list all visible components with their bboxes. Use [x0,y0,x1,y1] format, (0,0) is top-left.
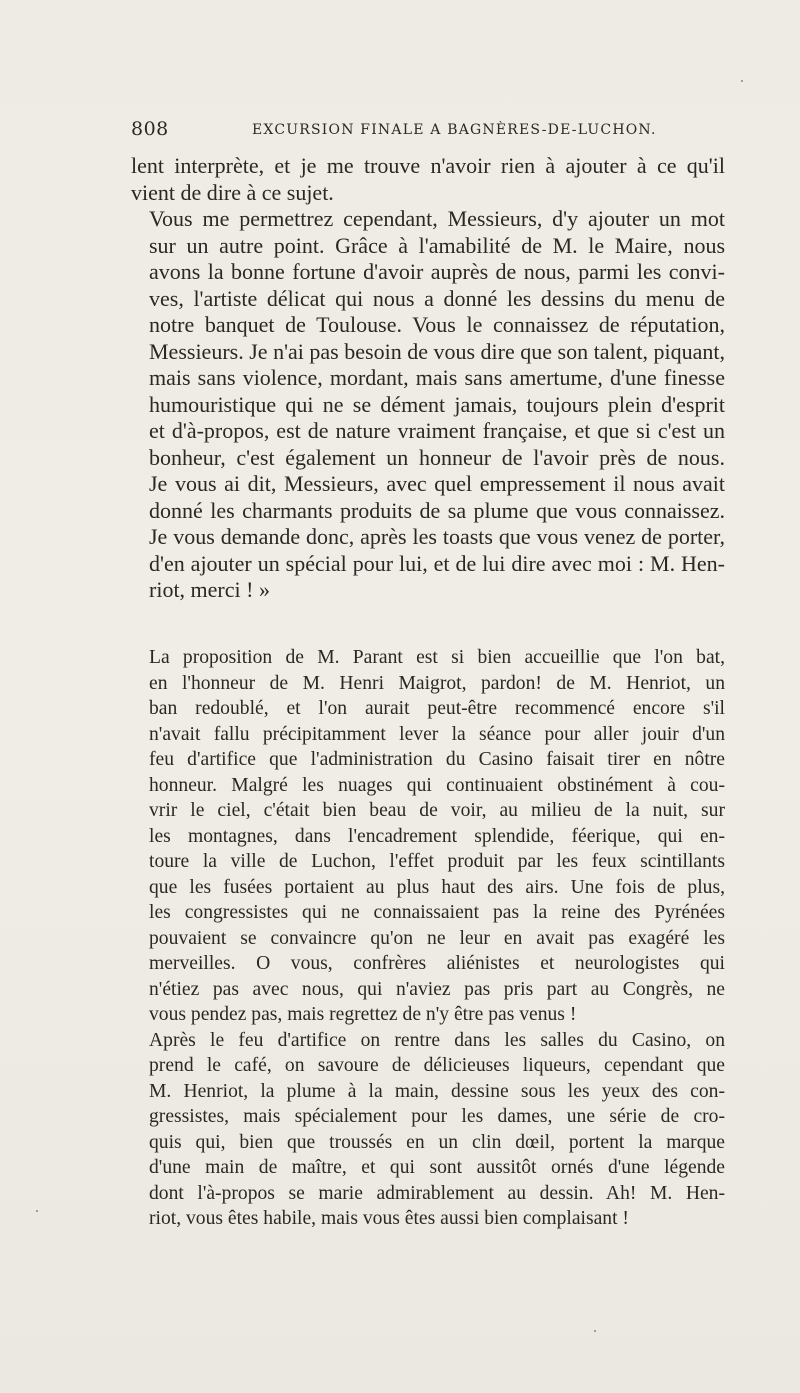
text-line: les congressistes qui ne connaissaient pas la reine des Pyrénées [149,902,725,923]
text-line: prend le café, on savoure de délicieuses liqueurs, cependant que [149,1055,725,1076]
text-line: Je vous demande donc, après les toasts que vous venez de porter, [149,524,725,549]
text-line: vient de dire à ce sujet. [131,179,334,205]
paragraph [131,1028,725,1232]
text-line: n'avait fallu précipitamment lever la séance pour aller jouir d'un [149,723,725,745]
text-line: vrir le ciel, c'était bien beau de voir, au milieu de la nuit, sur [149,800,725,821]
text-line: Messieurs. Je n'ai pas besoin de vous dire que son talent, piquant, [149,338,725,364]
text-line: bonheur, c'est également un honneur de l'avoir près de nous. [149,444,725,470]
text-line: honneur. Malgré les nuages qui continuaient obstinément à cou- [149,774,725,796]
text-line: lent interprète, et je me trouve n'avoir rien à ajouter à ce qu'il [131,153,725,178]
page-number: 808 [131,118,169,140]
text-line: d'en ajouter un spécial pour lui, et de lui dire avec moi : M. Hen- [149,550,725,576]
text-line: toure la ville de Luchon, l'effet produit par les feux scintillants [149,851,725,872]
text-line: et d'à-propos, est de nature vraiment française, et que si c'est un [149,418,725,443]
text-line: pouvaient se convaincre qu'on ne leur en avait pas exagéré les [149,927,725,949]
paragraph [131,645,725,1028]
text-line: humouristique qui ne se dément jamais, toujours plein d'esprit [149,391,725,417]
paper-speck [36,1210,38,1212]
text-line: en l'honneur de M. Henri Maigrot, pardon! de M. Henriot, un [149,672,725,694]
text-line: Je vous ai dit, Messieurs, avec quel empressement il nous avait [149,471,725,496]
text-line: La proposition de M. Parant est si bien accueillie que l'on bat, [149,647,725,668]
text-line: feu d'artifice que l'administration du Casino faisait tirer en nôtre [149,749,725,770]
text-line: dont l'à-propos se marie admirablement au dessin. Ah! M. Hen- [149,1182,725,1204]
text-line: donné les charmants produits de sa plume que vous connaissez. [149,497,725,523]
text-line: ves, l'artiste délicat qui nous a donné les dessins du menu de [149,285,725,311]
text-line: Après le feu d'artifice on rentre dans les salles du Casino, on [149,1029,725,1051]
upper-text-block [131,153,725,604]
running-header [131,118,725,146]
text-line: gressistes, mais spécialement pour les dames, une série de cro- [149,1106,725,1127]
text-line: quis qui, bien que troussés en un clin dœil, portent la marque [149,1131,725,1153]
text-line: merveilles. O vous, confrères aliénistes et neurologistes qui [149,953,725,974]
text-line: n'étiez pas avec nous, qui n'aviez pas pris part au Congrès, ne [149,978,725,1000]
text-line: Vous me permettrez cependant, Messieurs, d'y ajouter un mot [149,206,725,231]
text-line: que les fusées portaient au plus haut des airs. Une fois de plus, [149,876,725,898]
paper-speck [741,80,743,82]
text-line: riot, merci ! » [149,577,270,602]
lower-text-block [131,645,725,1232]
text-line: riot, vous êtes habile, mais vous êtes aussi bien complaisant ! [149,1208,629,1229]
text-line: ban redoublé, et l'on aurait peut-être recommencé encore s'il [149,698,725,719]
text-line: les montagnes, dans l'encadrement splendide, féerique, qui en- [149,825,725,847]
paper-speck [594,1330,596,1332]
text-line: vous pendez pas, mais regrettez de n'y être pas venus ! [149,1004,577,1025]
paragraph [131,153,725,206]
paragraph [131,206,725,604]
text-line: d'une main de maître, et qui sont aussitôt ornés d'une légende [149,1157,725,1178]
text-line: mais sans violence, mordant, mais sans amertume, d'une finesse [149,365,725,390]
text-line: notre banquet de Toulouse. Vous le connaissez de réputation, [149,312,725,337]
running-title: EXCURSION FINALE A BAGNÈRES-DE-LUCHON. [252,122,657,138]
text-line: M. Henriot, la plume à la main, dessine sous les yeux des con- [149,1080,725,1102]
text-line: sur un autre point. Grâce à l'amabilité de M. le Maire, nous [149,232,725,258]
text-line: avons la bonne fortune d'avoir auprès de nous, parmi les convi- [149,259,725,284]
